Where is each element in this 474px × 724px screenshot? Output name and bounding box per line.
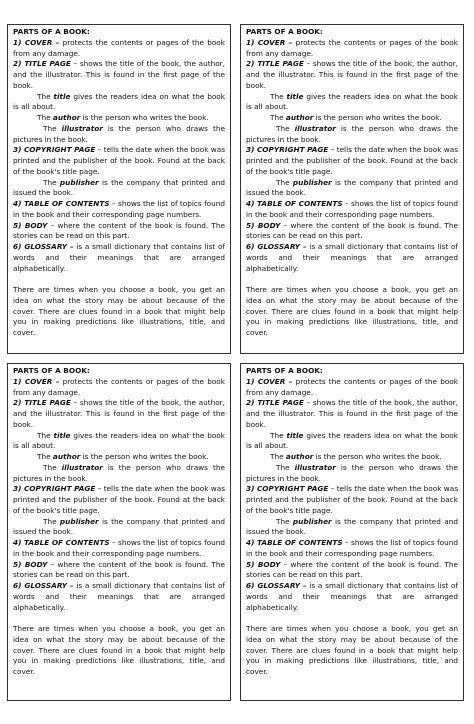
- illustrator-note: [246, 124, 458, 146]
- spacer: [13, 613, 225, 624]
- title-page-text: – shows the title of the book, the author, and the illustrator. This is found in the first page of the book.: [13, 398, 225, 429]
- author-pre: The: [270, 113, 286, 122]
- closing-paragraph: There are times when you choose a book, you get an idea on what the story may be about because of the cover. There are clues found in a book that might help you in making predictions like illustrations, title, and cover.: [246, 624, 458, 676]
- toc-term: 4) TABLE OF CONTENTS: [13, 538, 110, 547]
- author-text: is the person who writes the book.: [313, 113, 442, 122]
- publisher-term: publisher: [59, 516, 99, 526]
- toc-item: [13, 538, 225, 560]
- copyright-item: [13, 145, 225, 177]
- publisher-note: [13, 178, 225, 200]
- cover-term: 1) COVER –: [246, 37, 293, 47]
- title-text: gives the readers idea on what the book is all about.: [246, 430, 458, 451]
- toc-term: 4) TABLE OF CONTENTS: [13, 199, 110, 208]
- cover-term: 1) COVER –: [13, 37, 60, 47]
- card-bottom-left: [7, 363, 231, 701]
- title-pre: The: [37, 430, 54, 440]
- toc-item: [246, 538, 458, 560]
- illustrator-note: [13, 463, 225, 485]
- title-pre: The: [270, 430, 287, 440]
- title-page-item: [246, 59, 458, 91]
- glossary-text: is a small dictionary that contains list of words and their meanings that are arranged alphabetically.: [246, 581, 459, 612]
- copyright-text: – tells the date when the book was printed and the publisher of the book. Found at the back of the book's title page.: [246, 145, 458, 176]
- author-term: author: [285, 452, 314, 461]
- author-note: [13, 452, 225, 463]
- title-page-term: 2) TITLE PAGE: [246, 59, 304, 69]
- title-term: title: [53, 91, 71, 101]
- glossary-term: 6) GLOSSARY –: [246, 581, 307, 590]
- publisher-note: [246, 178, 458, 200]
- glossary-text: is a small dictionary that contains list of words and their meanings that are arranged alphabetically.: [246, 242, 459, 273]
- body-item: [13, 221, 225, 243]
- title-page-item: [246, 398, 458, 430]
- body-text: – where the content of the book is found. The stories can be read on this part.: [246, 220, 458, 241]
- toc-term: 4) TABLE OF CONTENTS: [246, 199, 343, 208]
- author-term: author: [285, 113, 314, 122]
- illustrator-pre: The: [276, 462, 295, 472]
- copyright-term: 3) COPYRIGHT PAGE: [246, 484, 329, 494]
- body-item: [246, 221, 458, 243]
- publisher-note: [13, 517, 225, 539]
- spacer: [246, 613, 458, 624]
- card-top-left: [7, 24, 231, 354]
- author-note: [246, 452, 458, 463]
- author-pre: The: [37, 113, 53, 122]
- title-note: [246, 92, 458, 114]
- illustrator-term: illustrator: [61, 462, 103, 472]
- illustrator-pre: The: [276, 123, 295, 133]
- illustrator-pre: The: [43, 123, 62, 133]
- toc-term: 4) TABLE OF CONTENTS: [246, 538, 343, 547]
- title-text: gives the readers idea on what the book is all about.: [246, 91, 458, 112]
- glossary-item: [13, 242, 225, 274]
- title-page-text: – shows the title of the book, the author, and the illustrator. This is found in the first page of the book.: [246, 398, 458, 429]
- title-page-term: 2) TITLE PAGE: [13, 398, 71, 408]
- copyright-text: – tells the date when the book was printed and the publisher of the book. Found at the back of the book's title page.: [13, 484, 225, 515]
- glossary-term: 6) GLOSSARY –: [13, 242, 74, 251]
- title-term: title: [286, 430, 304, 440]
- author-text: is the person who writes the book.: [80, 113, 209, 122]
- illustrator-text: is the person who draws the pictures in the book.: [246, 123, 458, 144]
- copyright-item: [246, 145, 458, 177]
- glossary-item: [13, 581, 225, 613]
- cover-item: [13, 377, 225, 399]
- toc-text: – shows the list of topics found in the book and their corresponding page numbers.: [13, 199, 226, 219]
- glossary-item: [246, 581, 458, 613]
- body-item: [13, 560, 225, 582]
- illustrator-note: [13, 124, 225, 146]
- spacer: [13, 274, 225, 285]
- toc-text: – shows the list of topics found in the book and their corresponding page numbers.: [246, 538, 459, 558]
- illustrator-text: is the person who draws the pictures in the book.: [246, 462, 458, 483]
- cover-term: 1) COVER –: [246, 376, 293, 386]
- closing-paragraph: There are times when you choose a book, you get an idea on what the story may be about because of the cover. There are clues found in a book that might help you in making predictions like illustrations, title, and cover.: [13, 285, 225, 337]
- author-note: [246, 113, 458, 124]
- cover-text: protects the contents or pages of the book from any damage.: [13, 37, 225, 58]
- author-pre: The: [37, 452, 53, 461]
- body-term: 5) BODY: [13, 559, 48, 569]
- copyright-term: 3) COPYRIGHT PAGE: [246, 145, 329, 155]
- cover-text: protects the contents or pages of the book from any damage.: [246, 37, 458, 58]
- body-term: 5) BODY: [246, 559, 281, 569]
- toc-item: [13, 199, 225, 221]
- closing-paragraph: There are times when you choose a book, you get an idea on what the story may be about because of the cover. There are clues found in a book that might help you in making predictions like illustrations, title, and cover.: [13, 624, 225, 676]
- glossary-text: is a small dictionary that contains list of words and their meanings that are arranged alphabetically.: [13, 581, 226, 612]
- card-heading: PARTS OF A BOOK:: [246, 366, 323, 375]
- publisher-term: publisher: [292, 177, 332, 187]
- closing-paragraph: There are times when you choose a book, you get an idea on what the story may be about because of the cover. There are clues found in a book that might help you in making predictions like illustrations, title, and cover.: [246, 285, 458, 337]
- toc-text: – shows the list of topics found in the book and their corresponding page numbers.: [246, 199, 459, 219]
- author-text: is the person who writes the book.: [80, 452, 209, 461]
- title-note: [246, 431, 458, 453]
- publisher-term: publisher: [59, 177, 99, 187]
- body-term: 5) BODY: [13, 220, 48, 230]
- title-pre: The: [270, 91, 287, 101]
- title-page-term: 2) TITLE PAGE: [13, 59, 71, 69]
- illustrator-term: illustrator: [294, 123, 336, 133]
- cover-term: 1) COVER –: [13, 376, 60, 386]
- illustrator-note: [246, 463, 458, 485]
- glossary-term: 6) GLOSSARY –: [13, 581, 74, 590]
- cover-text: protects the contents or pages of the book from any damage.: [13, 376, 225, 397]
- publisher-text: is the company that printed and issued the book.: [246, 177, 458, 198]
- copyright-text: – tells the date when the book was printed and the publisher of the book. Found at the back of the book's title page.: [246, 484, 458, 515]
- publisher-note: [246, 517, 458, 539]
- illustrator-term: illustrator: [294, 462, 336, 472]
- card-heading: PARTS OF A BOOK:: [13, 366, 90, 375]
- illustrator-text: is the person who draws the pictures in the book.: [13, 462, 225, 483]
- author-note: [13, 113, 225, 124]
- title-page-item: [13, 59, 225, 91]
- publisher-pre: The: [276, 177, 293, 187]
- copyright-text: – tells the date when the book was printed and the publisher of the book. Found at the back of the book's title page.: [13, 145, 225, 176]
- title-term: title: [53, 430, 71, 440]
- title-page-text: – shows the title of the book, the author, and the illustrator. This is found in the first page of the book.: [13, 59, 225, 90]
- title-page-item: [13, 398, 225, 430]
- author-pre: The: [270, 452, 286, 461]
- author-term: author: [52, 452, 81, 461]
- body-text: – where the content of the book is found. The stories can be read on this part.: [13, 559, 225, 580]
- glossary-item: [246, 242, 458, 274]
- publisher-text: is the company that printed and issued the book.: [13, 516, 225, 537]
- illustrator-term: illustrator: [61, 123, 103, 133]
- copyright-term: 3) COPYRIGHT PAGE: [13, 145, 96, 155]
- title-term: title: [286, 91, 304, 101]
- illustrator-pre: The: [43, 462, 62, 472]
- body-text: – where the content of the book is found. The stories can be read on this part.: [13, 220, 225, 241]
- copyright-item: [13, 484, 225, 516]
- glossary-term: 6) GLOSSARY –: [246, 242, 307, 251]
- title-pre: The: [37, 91, 54, 101]
- glossary-text: is a small dictionary that contains list of words and their meanings that are arranged alphabetically.: [13, 242, 226, 273]
- publisher-text: is the company that printed and issued the book.: [13, 177, 225, 198]
- cover-item: [246, 377, 458, 399]
- cover-item: [246, 38, 458, 60]
- body-item: [246, 560, 458, 582]
- author-term: author: [52, 113, 81, 122]
- title-note: [13, 431, 225, 453]
- publisher-pre: The: [43, 177, 60, 187]
- body-term: 5) BODY: [246, 220, 281, 230]
- toc-text: – shows the list of topics found in the book and their corresponding page numbers.: [13, 538, 226, 558]
- body-text: – where the content of the book is found. The stories can be read on this part.: [246, 559, 458, 580]
- publisher-pre: The: [43, 516, 60, 526]
- title-page-text: – shows the title of the book, the author, and the illustrator. This is found in the first page of the book.: [246, 59, 458, 90]
- illustrator-text: is the person who draws the pictures in the book.: [13, 123, 225, 144]
- card-bottom-right: [240, 363, 464, 701]
- copyright-term: 3) COPYRIGHT PAGE: [13, 484, 96, 494]
- cover-text: protects the contents or pages of the book from any damage.: [246, 376, 458, 397]
- spacer: [246, 274, 458, 285]
- title-text: gives the readers idea on what the book is all about.: [13, 91, 225, 112]
- title-page-term: 2) TITLE PAGE: [246, 398, 304, 408]
- publisher-pre: The: [276, 516, 293, 526]
- publisher-term: publisher: [292, 516, 332, 526]
- title-note: [13, 92, 225, 114]
- cover-item: [13, 38, 225, 60]
- card-heading: PARTS OF A BOOK:: [13, 27, 90, 36]
- author-text: is the person who writes the book.: [313, 452, 442, 461]
- publisher-text: is the company that printed and issued the book.: [246, 516, 458, 537]
- title-text: gives the readers idea on what the book is all about.: [13, 430, 225, 451]
- toc-item: [246, 199, 458, 221]
- copyright-item: [246, 484, 458, 516]
- card-heading: PARTS OF A BOOK:: [246, 27, 323, 36]
- card-top-right: [240, 24, 464, 354]
